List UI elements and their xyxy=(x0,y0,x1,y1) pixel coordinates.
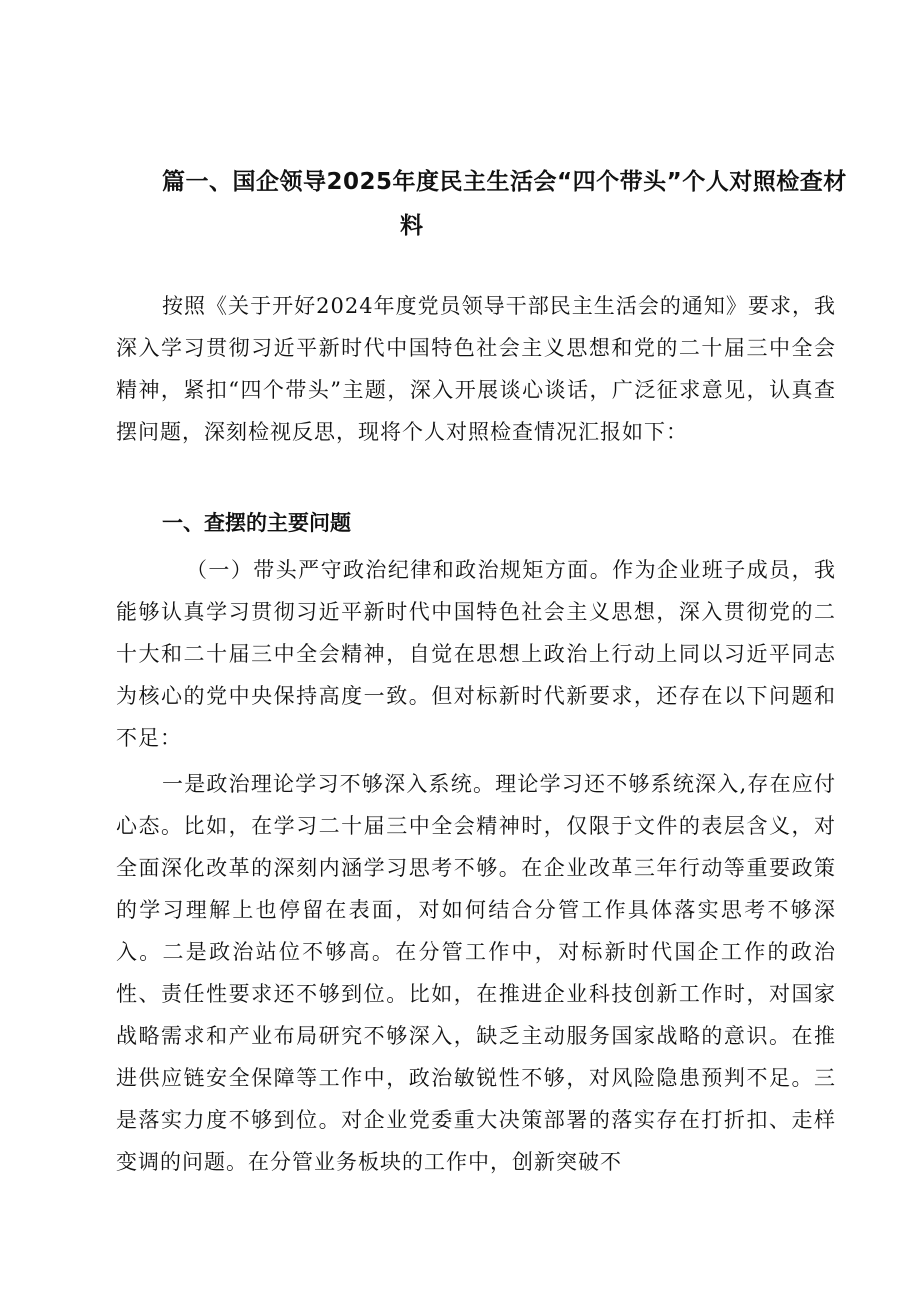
section-heading: 一、查摆的主要问题 xyxy=(162,511,351,535)
paragraph-discipline: （一）带头严守政治纪律和政治规矩方面。作为企业班子成员，我能够认真学习贯彻习近平新时代中国特色社会主义思想，深入贯彻党的二十大和二十届三中全会精神，自觉在思想上政治上行动上同以习近平同志为核心的党中央保持高度一致。但对标新时代新要求，还存在以下问题和不足： xyxy=(116,558,836,750)
document-title-line-1: 篇一、国企领导2025年度民主生活会“四个带头”个人对照检查材 xyxy=(162,169,847,195)
paragraph-problems: 一是政治理论学习不够深入系统。理论学习还不够系统深入,存在应付心态。比如，在学习二十届三中全会精神时，仅限于文件的表层含义，对全面深化改革的深刻内涵学习思考不够。在企业改革三年行动等重要政策的学习理解上也停留在表面，对如何结合分管工作具体落实思考不够深入。二是政治站位不够高。在分管工作中，对标新时代国企工作的政治性、责任性要求还不够到位。比如，在推进企业科技创新工作时，对国家战略需求和产业布局研究不够深入，缺乏主动服务国家战略的意识。在推进供应链安全保障等工作中，政治敏锐性不够，对风险隐患预判不足。三是落实力度不够到位。对企业党委重大决策部署的落实存在打折扣、走样变调的问题。在分管业务板块的工作中，创新突破不 xyxy=(116,772,836,1174)
intro-paragraph: 按照《关于开好2024年度党员领导干部民主生活会的通知》要求，我深入学习贯彻习近平新时代中国特色社会主义思想和党的二十届三中全会精神，紧扣“四个带头”主题，深入开展谈心谈话，广泛征求意见，认真查摆问题，深刻检视反思，现将个人对照检查情况汇报如下： xyxy=(116,294,836,444)
document-title-line-2: 料 xyxy=(400,213,424,239)
